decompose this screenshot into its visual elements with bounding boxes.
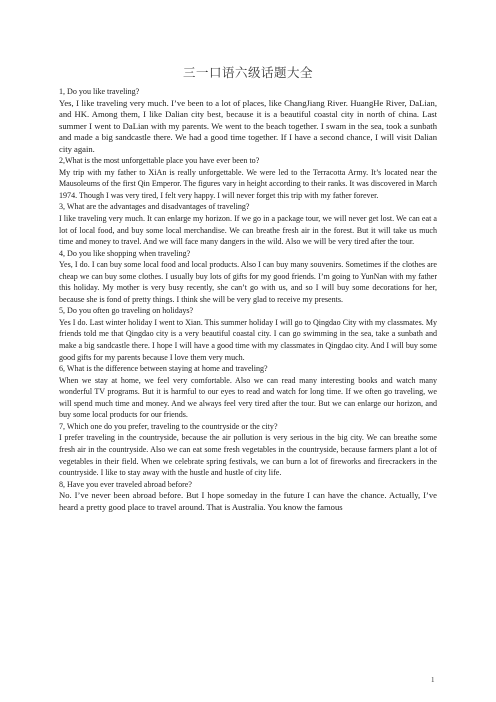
page-number: 1 xyxy=(431,676,435,684)
question-2: 2,What is the most unforgettable place you have ever been to? xyxy=(59,156,260,166)
question-5: 5, Do you often go traveling on holidays? xyxy=(59,306,194,316)
answer-1: Yes, I like traveling very much. I’ve been to a lot of places, like ChangJiang River. HuangHe River, DaLian, and HK. Among them, I like Dalian city best, because it is a beautiful coastal city in north of china. Last summer I went to DaLian with my parents. We went to the beach together. I swam in the sea, took a sunbath and made a big sandcastle there. We had a good time together. If I have a second chance, I will visit Dalian city again. xyxy=(59,97,437,154)
answer-7: I prefer traveling in the countryside, because the air pollution is very serious in the big city. We can breathe some fresh air in the countryside. Also we can eat some fresh vegetables in the countryside, because farmers plant a lot of vegetables in their field. When we celebrate spring festivals, we can burn a lot of fireworks and firecrackers in the countryside. I like to stay away with the hustle and hustle of city life. xyxy=(59,433,437,478)
question-1: 1, Do you like traveling? xyxy=(59,87,140,96)
question-6: 6, What is the difference between staying at home and traveling? xyxy=(59,364,268,374)
page-title: 三一口语六级话题大全 xyxy=(182,66,313,80)
answer-6: When we stay at home, we feel very comfortable. Also we can read many interesting books and watch many wonderful TV programs. But it is harmful to our eyes to read and watch for long time. If we often go traveling, we will spend much time and money. And we always feel very tired after the tour. But we can enlarge our horizon, and buy some local products for our friends. xyxy=(59,375,437,420)
question-7: 7, Which one do you prefer, traveling to the countryside or the city? xyxy=(59,421,278,431)
answer-3: I like traveling very much. It can enlarge my horizon. If we go in a package tour, we will never get lost. We can eat a lot of local food, and buy some local merchandise. We can breathe fresh air in the forest. But it will take us much time and money to travel. And we will face many dangers in the wild. Also we will be very tired after the tour. xyxy=(59,214,437,247)
document-body xyxy=(59,86,437,513)
answer-4: Yes, I do. I can buy some local food and local products. Also I can buy many souvenirs. Sometimes if the clothes are cheap we can buy some clothes. I usually buy lots of gifts for my good friends. I’m going to YunNan with my father this holiday. My mother is very busy recently, she can’t go with us, and so I will buy some decorations for her, because she is fond of pretty things. I think she will be very glad to receive my presents. xyxy=(59,260,437,304)
answer-8: No. I’ve never been abroad before. But I hope someday in the future I can have the chance. Actually, I’ve heard a pretty good place to travel around. That is Australia. You know the famous xyxy=(59,490,437,512)
answer-5: Yes I do. Last winter holiday I went to Xian. This summer holiday I will go to Qingdao City with my classmates. My friends told me that Qingdao city is a very beautiful coastal city. I can go swimming in the sea, take a sunbath and make a big sandcastle there. I hope I will have a good time with my classmates in Qingdao city. And I will buy some good gifts for my parents because I love them very much. xyxy=(59,317,437,362)
question-3: 3, What are the advantages and disadvantages of traveling? xyxy=(59,202,250,212)
question-8: 8, Have you ever traveled abroad before? xyxy=(59,479,192,489)
answer-2: My trip with my father to XiAn is really unforgettable. We were led to the Terracotta Army. It’s located near the Mausoleums of the first Qin Emperor. The figures vary in height according to their ranks. It was discovered in March 1974. Though I was very tired, I felt very happy. I will never forget this trip with my father forever. xyxy=(59,167,437,200)
question-4: 4, Do you like shopping when traveling? xyxy=(59,248,191,258)
